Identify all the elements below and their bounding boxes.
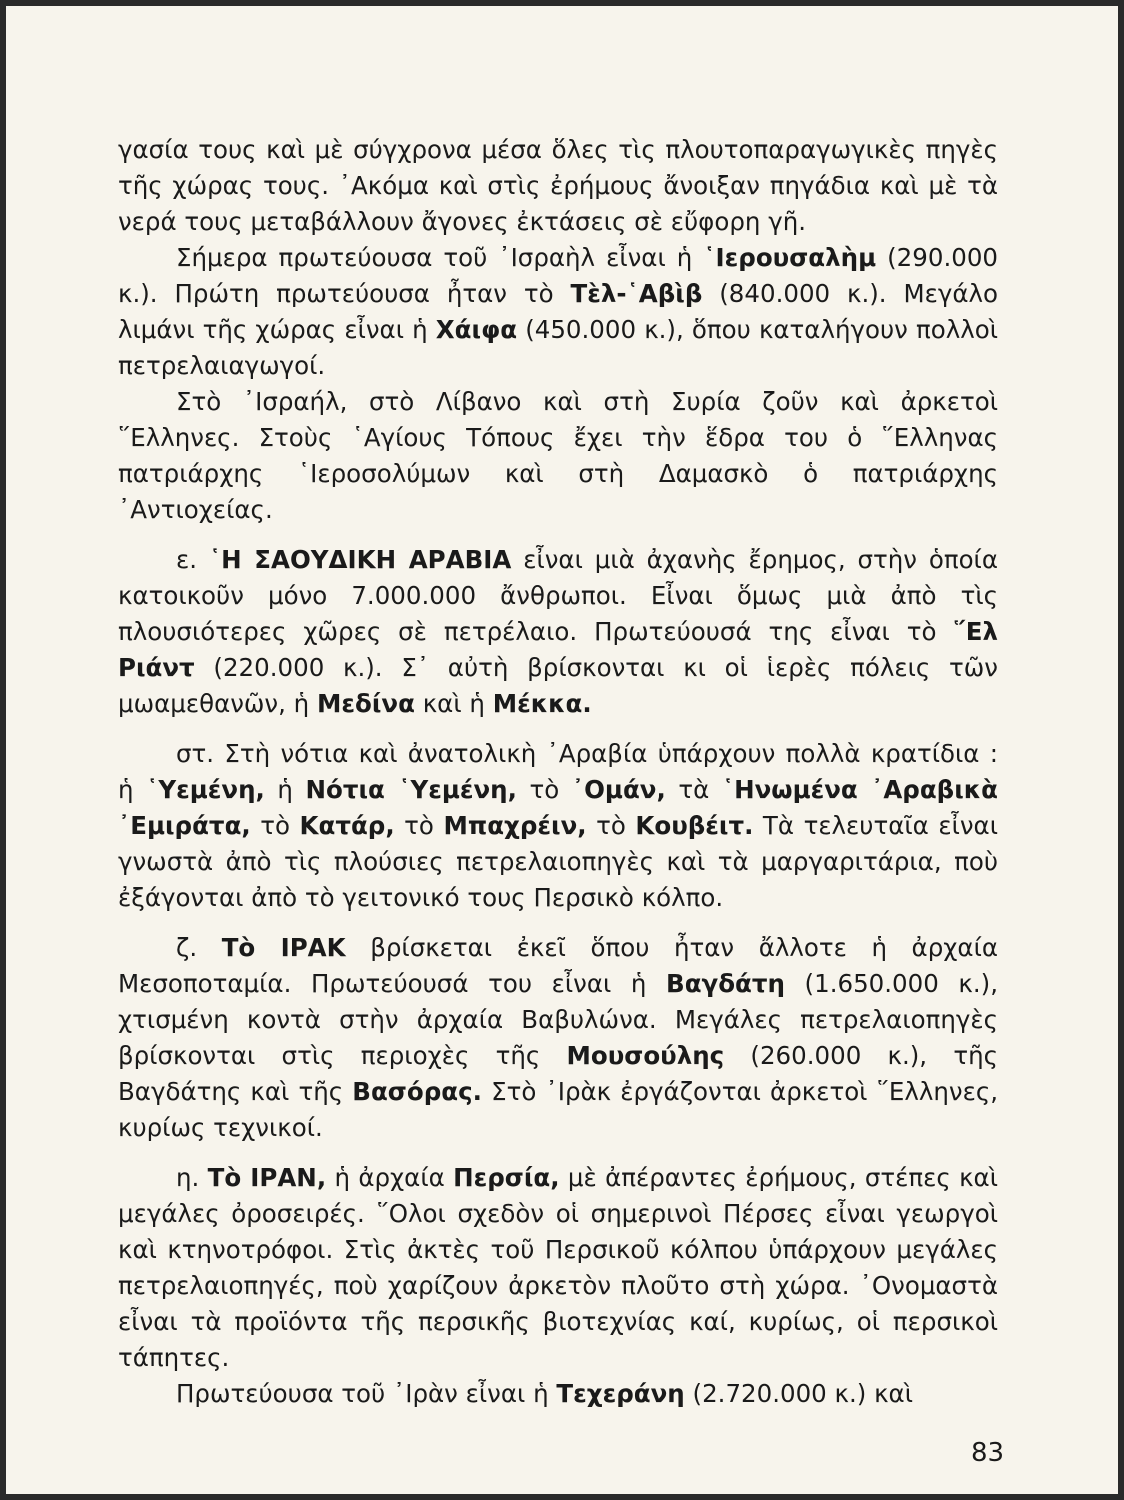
text-run: τὸ (250, 811, 300, 840)
text-run: καὶ ἡ (414, 689, 493, 718)
text-run: Τὰ τελευταῖα εἶναι γνωστὰ ἀπὸ τὶς πλούσιες πετρελαιοπηγὲς καὶ τὰ μαργαριτάρια, ποὺ ἐξάγονται ἀπὸ τὸ γειτονικό τους Περσικὸ κόλπο. (118, 811, 998, 912)
text-run: Στὸ ᾿Ισραήλ, στὸ Λίβανο καὶ στὴ Συρία ζοῦν καὶ ἀρκετοὶ ῞Ελληνες. Στοὺς ῾Αγίους Τόπους ἔχει τὴν ἕδρα του ὁ ῞Ελληνας πατριάρχης ῾Ιεροσολύμων καὶ στὴ Δαμασκὸ ὁ πατριάρχης ᾿Αντιοχείας. (118, 387, 998, 524)
bold-term: Κατάρ, (299, 811, 395, 840)
bold-term: ῾Η ΣΑΟΥΔΙΚΗ ΑΡΑΒΙΑ (208, 545, 512, 574)
bold-term: ῞Ελ Ριάντ (118, 617, 998, 682)
page-number: 83 (971, 1438, 1005, 1468)
text-run: τὰ (665, 775, 722, 804)
bold-term: Περσία, (453, 1163, 560, 1192)
text-run: τὸ (394, 811, 444, 840)
paragraph (118, 132, 998, 240)
bold-term: Τὸ ΙΡΑΝ, (207, 1163, 327, 1192)
text-run: ἡ (264, 775, 306, 804)
text-run: (220.000 κ.). Σ᾿ αὐτὴ βρίσκονται κι οἱ ἱερὲς πόλεις τῶν μωαμεθανῶν, ἡ (118, 653, 998, 718)
text-run: (840.000 κ.). Μεγάλο λιμάνι τῆς χώρας εἶναι ἡ (118, 279, 999, 344)
text-run: μὲ ἀπέραντες ἐρήμους, στέπες καὶ μεγάλες ὀροσειρές. ῞Ολοι σχεδὸν οἱ σημερινοὶ Πέρσες εἶναι γεωργοὶ καὶ κτηνοτρόφοι. Στὶς ἀκτὲς τοῦ Περσικοῦ κόλπου ὑπάρχουν μεγάλες πετρελαιοπηγές, ποὺ χαρίζουν ἀρκετὸν πλοῦτο στὴ χώρα. ᾿Ονομαστὰ εἶναι τὰ προϊόντα τῆς περσικῆς βιοτεχνίας καί, κυρίως, οἱ περσικοὶ τάπητες. (118, 1163, 998, 1372)
body-text (118, 132, 998, 1412)
paragraph (118, 384, 998, 528)
text-run: εἶναι μιὰ ἀχανὴς ἔρημος, στὴν ὁποία κατοικοῦν μόνο 7.000.000 ἄνθρωποι. Εἶναι ὅμως μιὰ ἀπὸ τὶς πλουσιότερες χῶρες σὲ πετρέλαιο. Πρωτεύουσά της εἶναι τὸ (118, 545, 998, 646)
bold-term: Μεδίνα (317, 689, 415, 718)
bold-term: Τεχεράνη (556, 1379, 685, 1408)
bold-term: Μέκκα. (492, 689, 592, 718)
text-run: ε. (176, 545, 209, 574)
text-run: τὸ (516, 775, 572, 804)
text-run: τὸ (586, 811, 636, 840)
text-run: Στὸ ᾿Ιρὰκ ἐργάζονται ἀρκετοὶ ῞Ελληνες, κυρίως τεχνικοί. (118, 1077, 998, 1142)
bold-term: ῾Ιερουσαλὴμ (703, 243, 877, 272)
bold-term: Τὲλ-῾Αβὶβ (570, 279, 703, 308)
bold-term: Νότια ῾Υεμένη, (305, 775, 517, 804)
text-run: ζ. (176, 933, 222, 962)
paragraph (118, 240, 998, 384)
bold-term: ῾Υεμένη, (146, 775, 265, 804)
text-run: στ. Στὴ νότια καὶ ἀνατολικὴ ᾿Αραβία ὑπάρχουν πολλὰ κρατίδια : ἡ (118, 739, 998, 804)
text-run: (1.650.000 κ.), χτισμένη κοντὰ στὴν ἀρχαία Βαβυλώνα. Μεγάλες πετρελαιοπηγὲς βρίσκονται στὶς περιοχὲς τῆς (118, 969, 998, 1070)
bold-term: Τὸ ΙΡΑΚ (221, 933, 346, 962)
paragraph (118, 542, 998, 722)
text-run: βρίσκεται ἐκεῖ ὅπου ἦταν ἄλλοτε ἡ ἀρχαία Μεσοποταμία. Πρωτεύουσά του εἶναι ἡ (118, 933, 999, 998)
text-run: γασία τους καὶ μὲ σύγχρονα μέσα ὅλες τὶς πλουτοπαραγωγικὲς πηγὲς τῆς χώρας τους. ᾿Ακόμα καὶ στὶς ἐρήμους ἄνοιξαν πηγάδια καὶ μὲ τὰ νερά τους μεταβάλλουν ἄγονες ἐκτάσεις σὲ εὔφορη γῆ. (118, 135, 998, 236)
text-run: ἡ ἀρχαία (326, 1163, 454, 1192)
bold-term: Βαγδάτη (666, 969, 785, 998)
bold-term: Μουσούλης (566, 1041, 725, 1070)
text-run: η. (176, 1163, 208, 1192)
bold-term: Χάιφα (435, 315, 518, 344)
text-run: Πρωτεύουσα τοῦ ᾿Ιρὰν εἶναι ἡ (176, 1379, 557, 1408)
paragraph (118, 1376, 998, 1412)
text-run: (260.000 κ.), τῆς Βαγδάτης καὶ τῆς (118, 1041, 998, 1106)
text-run: (2.720.000 κ.) καὶ (684, 1379, 913, 1408)
paragraph (118, 1160, 998, 1376)
bold-term: Μπαχρέιν, (443, 811, 587, 840)
paragraph (118, 930, 998, 1146)
text-run: (450.000 κ.), ὅπου καταλήγουν πολλοὶ πετρελαιαγωγοί. (118, 315, 998, 380)
paragraph (118, 736, 998, 916)
bold-term: Βασόρας. (352, 1077, 482, 1106)
bold-term: ῾Ηνωμένα ᾿Αραβικὰ ᾿Εμιράτα, (118, 775, 998, 840)
text-run: (290.000 κ.). Πρώτη πρωτεύουσα ἦταν τὸ (118, 243, 998, 308)
bold-term: ᾿Ομάν, (571, 775, 666, 804)
bold-term: Κουβέιτ. (635, 811, 754, 840)
text-run: Σήμερα πρωτεύουσα τοῦ ᾿Ισραὴλ εἶναι ἡ (176, 243, 704, 272)
